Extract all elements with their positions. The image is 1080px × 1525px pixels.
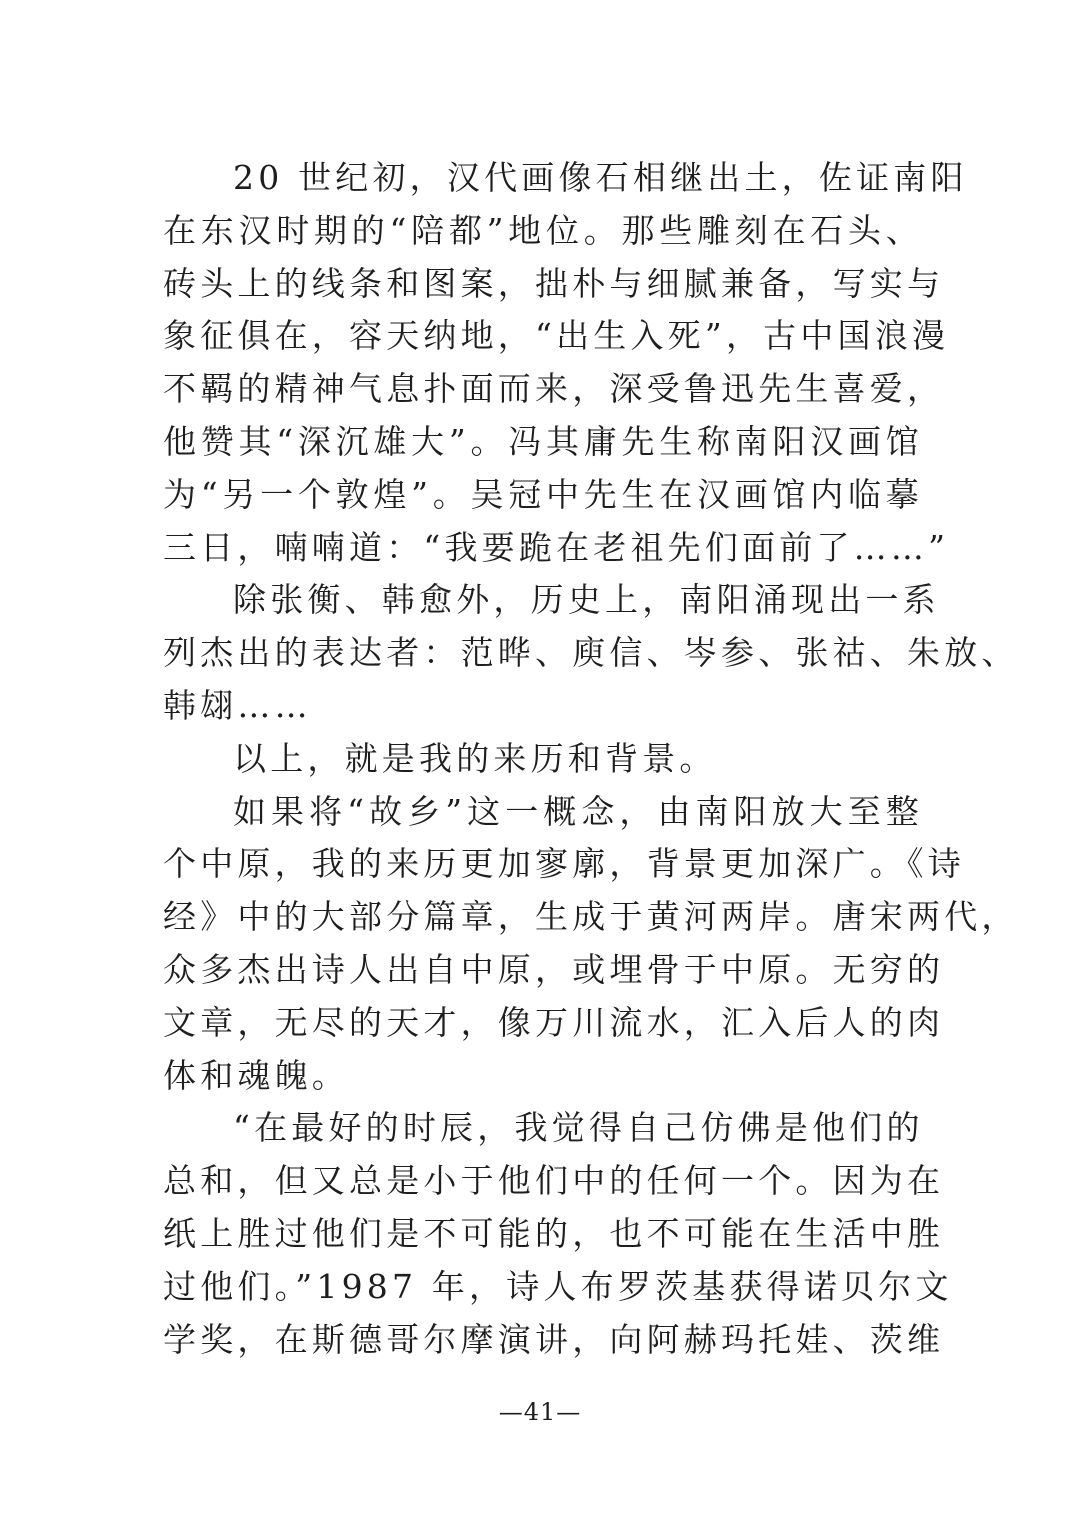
text-line: 三日，喃喃道：“我要跪在老祖先们面前了……”	[163, 527, 950, 567]
text-line: 体和魂魄。	[163, 1055, 349, 1095]
text-line: 众多杰出诗人出自中原，或埋骨于中原。无穷的	[163, 949, 945, 989]
text-line: 为“另一个敦煌”。吴冠中先生在汉画馆内临摹	[163, 474, 923, 514]
text-line: 总和，但又总是小于他们中的任何一个。因为在	[163, 1161, 945, 1201]
text-line: 韩翃……	[163, 685, 312, 725]
text-line: 砖头上的线条和图案，拙朴与细腻兼备，写实与	[163, 263, 945, 303]
text-line: 个中原，我的来历更加寥廓，背景更加深广。《诗	[163, 844, 965, 884]
text-line: 20 世纪初，汉代画像石相继出土，佐证南阳	[233, 158, 968, 197]
text-line: 象征俱在，容天纳地，“出生入死”，古中国浪漫	[163, 316, 950, 356]
text-line: “在最好的时辰，我觉得自己仿佛是他们的	[233, 1108, 924, 1148]
text-line: 经》中的大部分篇章，生成于黄河两岸。唐宋两代，	[163, 897, 1019, 937]
text-line: 他赞其“深沉雄大”。冯其庸先生称南阳汉画馆	[163, 421, 923, 461]
text-line: 不羁的精神气息扑面而来，深受鲁迅先生喜爱，	[163, 369, 945, 409]
body-text	[163, 152, 1019, 1366]
page-number: —41—	[498, 1398, 582, 1426]
text-line: 列杰出的表达者：范晔、庾信、岑参、张祜、朱放、	[163, 633, 1019, 673]
text-line: 学奖，在斯德哥尔摩演讲，向阿赫玛托娃、茨维	[163, 1319, 945, 1359]
text-line: 在东汉时期的“陪都”地位。那些雕刻在石头、	[163, 210, 923, 250]
text-line: 纸上胜过他们是不可能的，也不可能在生活中胜	[163, 1213, 945, 1253]
text-line: 除张衡、韩愈外，历史上，南阳涌现出一系	[233, 580, 940, 620]
text-line: 文章，无尽的天才，像万川流水，汇入后人的肉	[163, 1002, 945, 1042]
text-line: 以上，就是我的来历和背景。	[233, 738, 717, 778]
text-line: 如果将“故乡”这一概念，由南阳放大至整	[233, 791, 923, 831]
text-line: 过他们。”1987 年，诗人布罗茨基获得诺贝尔文	[163, 1266, 953, 1306]
